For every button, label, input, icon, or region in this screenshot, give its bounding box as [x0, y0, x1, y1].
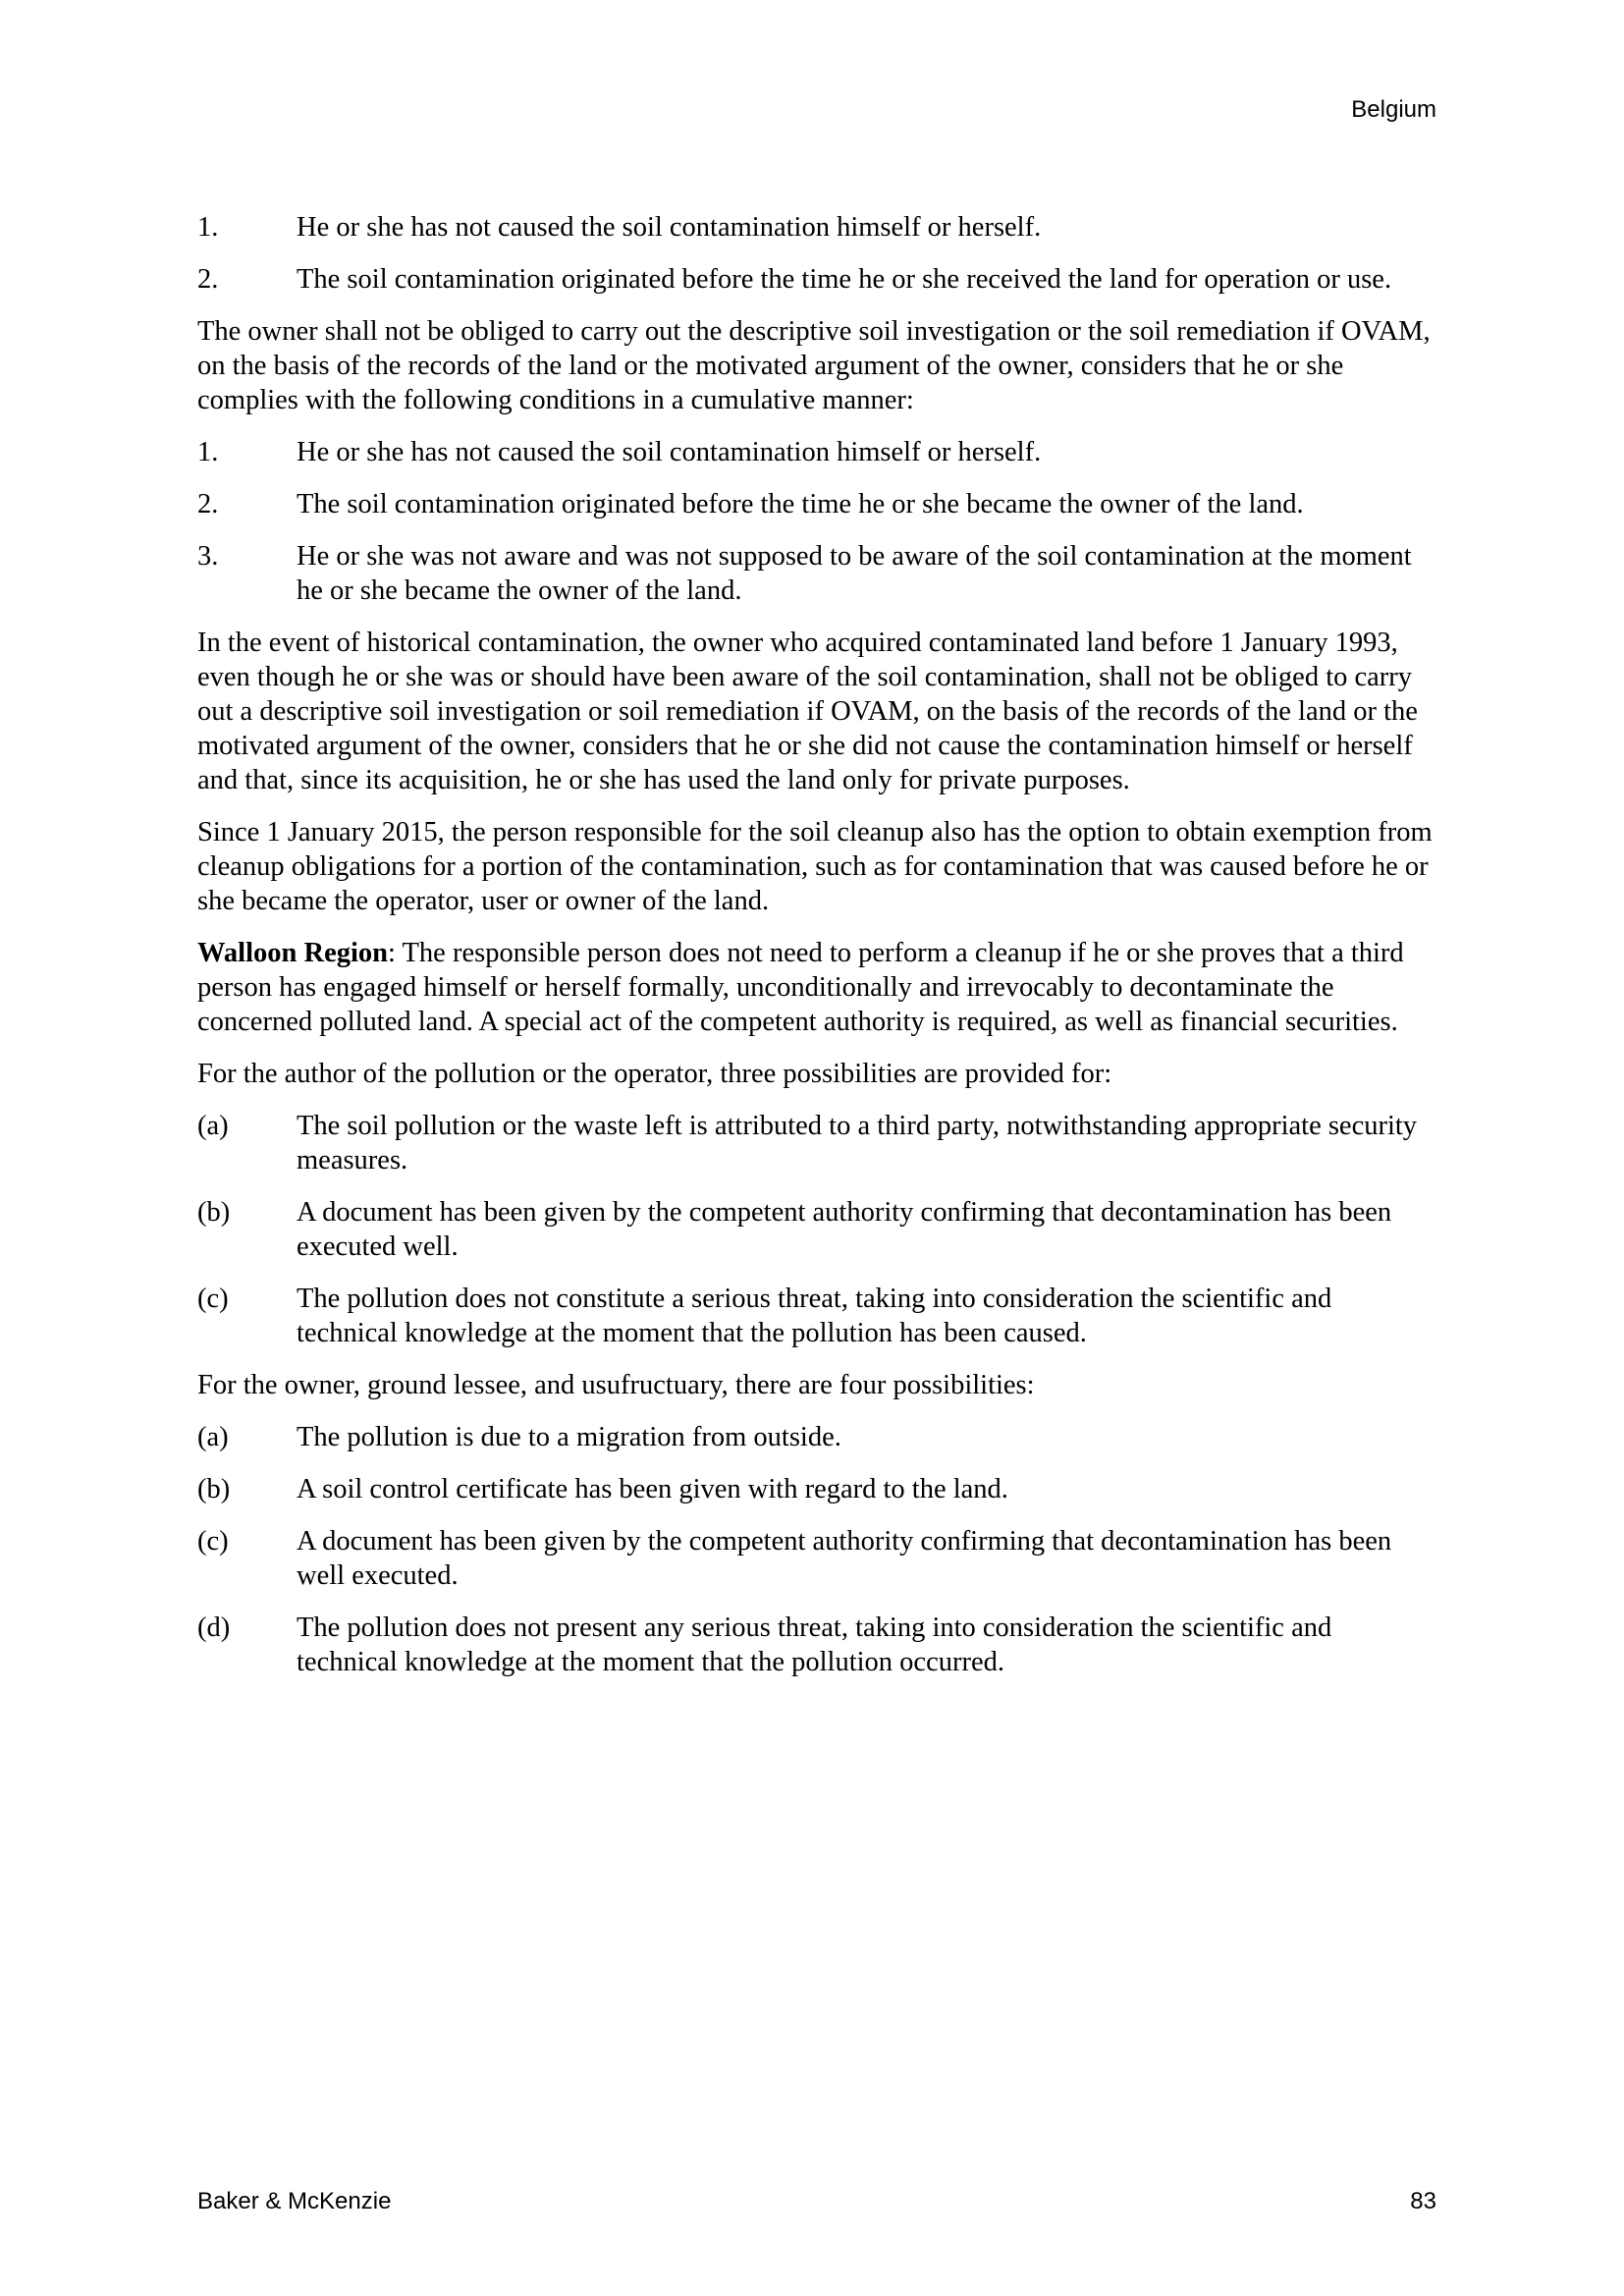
- list-item: [197, 210, 1436, 245]
- list-item: [197, 539, 1436, 608]
- list-item: [197, 1524, 1436, 1593]
- list-item-number: (a): [197, 1111, 229, 1141]
- paragraph-author-possibilities: For the author of the pollution or the operator, three possibilities are provided for:: [197, 1059, 1112, 1089]
- footer-firm-name: Baker & McKenzie: [197, 2188, 392, 2214]
- list-item-text: The soil contamination originated before the time he or she received the land for operation or use.: [297, 264, 1392, 295]
- list-item-number: (c): [197, 1526, 229, 1557]
- list-conditions-operator: [197, 210, 1436, 297]
- paragraph-historical-contamination: In the event of historical contamination, the owner who acquired contaminated land before 1 January 1993, even though he or she was or should have been aware of the soil contamination, shall not be obliged to carry out a descriptive soil investigation or soil remediation if OVAM, on the basis of the records of the land or the motivated argument of the owner, considers that he or she did not cause the contamination himself or herself and that, since its acquisition, he or she has used the land only for private purposes.: [197, 628, 1418, 795]
- list-author-possibilities: [197, 1109, 1436, 1350]
- paragraph-walloon-region: [197, 936, 1436, 1039]
- list-item-text: A document has been given by the competent authority confirming that decontamination has been well executed.: [297, 1526, 1392, 1591]
- list-item-text: The soil contamination originated before the time he or she became the owner of the land.: [297, 489, 1304, 519]
- list-item-number: (a): [197, 1422, 229, 1452]
- list-item: [197, 1472, 1436, 1506]
- list-item-text: The pollution does not present any serious threat, taking into consideration the scientific and technical knowledge at the moment that the pollution occurred.: [297, 1613, 1332, 1677]
- list-item-text: He or she has not caused the soil contamination himself or herself.: [297, 437, 1042, 467]
- list-item-text: He or she has not caused the soil contamination himself or herself.: [297, 212, 1042, 243]
- footer-page-number: 83: [1410, 2188, 1436, 2214]
- list-item: [197, 1195, 1436, 1264]
- paragraph-exemption-2015: Since 1 January 2015, the person responsible for the soil cleanup also has the option to obtain exemption from cleanup obligations for a portion of the contamination, such as for contamination that was caused before he or she became the operator, user or owner of the land.: [197, 817, 1433, 916]
- list-item-number: 2.: [197, 264, 219, 295]
- list-item-text: A document has been given by the competent authority confirming that decontamination has been executed well.: [297, 1197, 1392, 1262]
- list-item-number: 1.: [197, 212, 219, 243]
- list-item-text: The pollution does not constitute a serious threat, taking into consideration the scientific and technical knowledge at the moment that the pollution has been caused.: [297, 1284, 1332, 1348]
- list-item-number: 3.: [197, 541, 219, 572]
- list-item-number: (b): [197, 1474, 231, 1504]
- list-item-number: 1.: [197, 437, 219, 467]
- list-item: [197, 262, 1436, 297]
- list-conditions-owner: [197, 435, 1436, 608]
- list-item: [197, 1611, 1436, 1679]
- list-item-number: (b): [197, 1197, 231, 1228]
- walloon-region-label: Walloon Region: [197, 938, 388, 968]
- list-item: [197, 1109, 1436, 1177]
- paragraph-owner-obligation: The owner shall not be obliged to carry out the descriptive soil investigation or the soil remediation if OVAM, on the basis of the records of the land or the motivated argument of the owner, considers that he or she complies with the following conditions in a cumulative manner:: [197, 316, 1431, 415]
- list-item-number: (c): [197, 1284, 229, 1314]
- list-item-text: He or she was not aware and was not supposed to be aware of the soil contamination at the moment he or she became the owner of the land.: [297, 541, 1412, 606]
- list-item-text: The pollution is due to a migration from outside.: [297, 1422, 841, 1452]
- list-item-text: The soil pollution or the waste left is attributed to a third party, notwithstanding appropriate security measures.: [297, 1111, 1418, 1175]
- page-body: [197, 210, 1436, 1697]
- list-item: [197, 487, 1436, 521]
- running-header-country: Belgium: [1351, 96, 1436, 123]
- list-owner-possibilities: [197, 1420, 1436, 1679]
- list-item-text: A soil control certificate has been given with regard to the land.: [297, 1474, 1008, 1504]
- paragraph-owner-possibilities: For the owner, ground lessee, and usufructuary, there are four possibilities:: [197, 1370, 1035, 1400]
- list-item: [197, 435, 1436, 469]
- list-item-number: (d): [197, 1613, 231, 1643]
- list-item: [197, 1420, 1436, 1454]
- list-item-number: 2.: [197, 489, 219, 519]
- walloon-region-text: : The responsible person does not need to perform a cleanup if he or she proves that a third person has engaged himself or herself formally, unconditionally and irrevocably to decontaminate the concerned polluted land. A special act of the competent authority is required, as well as financial securities.: [197, 938, 1404, 1037]
- list-item: [197, 1282, 1436, 1350]
